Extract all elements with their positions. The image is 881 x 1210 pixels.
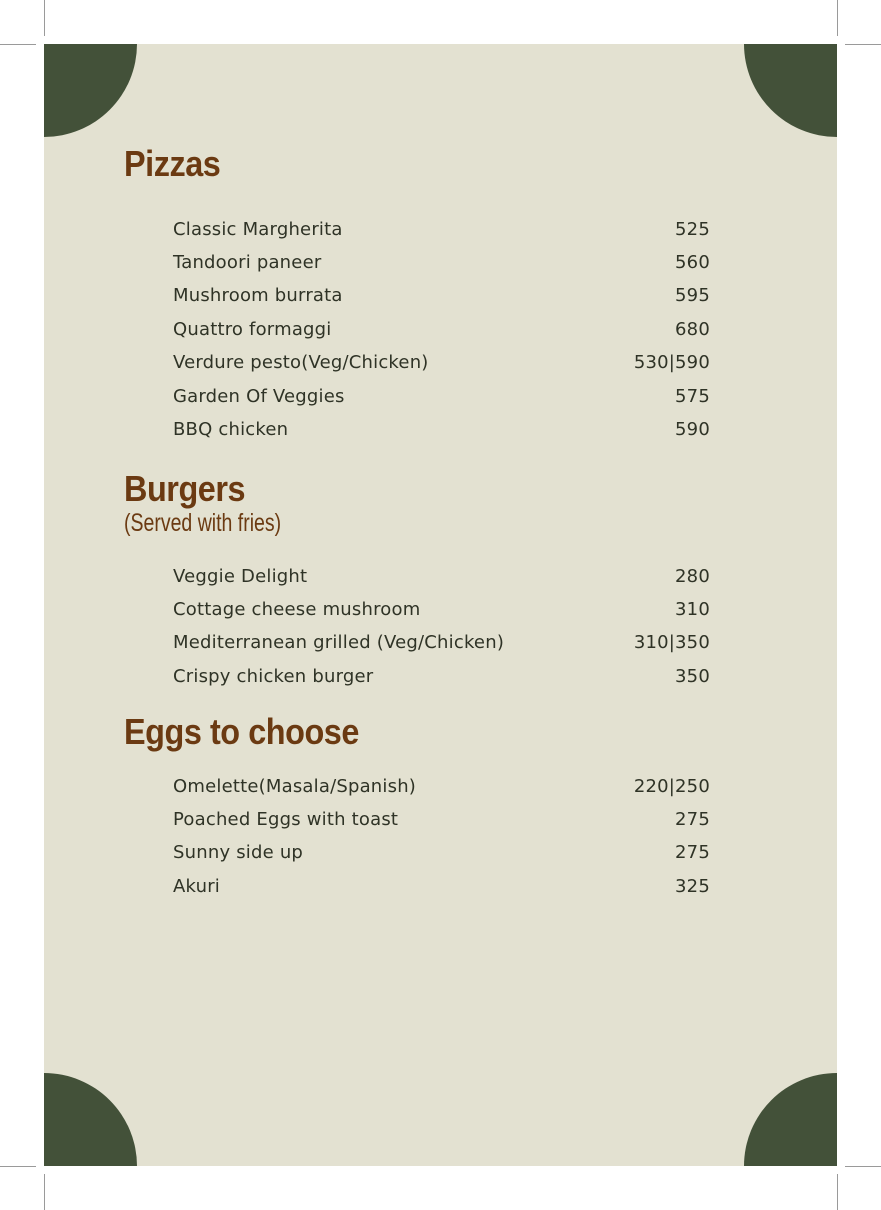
item-name: Veggie Delight [173, 565, 308, 587]
corner-decoration [44, 44, 137, 137]
corner-decoration [744, 44, 837, 137]
item-price: 220|250 [633, 775, 710, 797]
crop-mark [0, 44, 36, 45]
menu-item [173, 247, 710, 277]
item-price: 590 [675, 418, 710, 440]
crop-mark [837, 1174, 838, 1210]
item-name: Quattro formaggi [173, 318, 332, 340]
menu-item [173, 838, 710, 868]
item-name: Mushroom burrata [173, 285, 343, 307]
corner-decoration [44, 1073, 137, 1166]
item-name: Crispy chicken burger [173, 665, 374, 687]
menu-item [173, 871, 710, 901]
item-price: 595 [675, 285, 710, 307]
menu-item [173, 348, 710, 378]
item-price: 680 [675, 318, 710, 340]
item-price: 310|350 [633, 632, 710, 654]
corner-decoration [744, 1073, 837, 1166]
item-price: 525 [675, 218, 710, 240]
menu-item [173, 771, 710, 801]
item-price: 275 [675, 808, 710, 830]
item-price: 560 [675, 251, 710, 273]
menu-item [173, 281, 710, 311]
menu-item [173, 804, 710, 834]
section-title-burgers: Burgers [124, 468, 246, 509]
item-price: 575 [675, 385, 710, 407]
menu-item [173, 561, 710, 591]
menu-item [173, 414, 710, 444]
item-name: Poached Eggs with toast [173, 808, 399, 830]
item-price: 530|590 [633, 352, 710, 374]
crop-mark [845, 1166, 881, 1167]
section-subtitle: (Served with fries) [124, 509, 282, 537]
menu-item [173, 314, 710, 344]
item-price: 325 [675, 875, 710, 897]
menu-item [173, 381, 710, 411]
item-name: Sunny side up [173, 842, 304, 864]
crop-mark [44, 1174, 45, 1210]
menu-item [173, 214, 710, 244]
item-price: 275 [675, 842, 710, 864]
item-price: 350 [675, 665, 710, 687]
menu-item [173, 661, 710, 691]
item-name: Omelette(Masala/Spanish) [173, 775, 417, 797]
item-name: Mediterranean grilled (Veg/Chicken) [173, 632, 505, 654]
item-name: Classic Margherita [173, 218, 343, 240]
item-price: 310 [675, 598, 710, 620]
menu-item [173, 594, 710, 624]
crop-mark [845, 44, 881, 45]
item-name: Cottage cheese mushroom [173, 598, 421, 620]
item-price: 280 [675, 565, 710, 587]
crop-mark [44, 0, 45, 36]
crop-mark [0, 1166, 36, 1167]
item-name: BBQ chicken [173, 418, 289, 440]
section-title-eggs: Eggs to choose [124, 711, 359, 752]
menu-page [44, 44, 837, 1166]
item-name: Garden Of Veggies [173, 385, 345, 407]
section-title-pizzas: Pizzas [124, 143, 221, 184]
crop-mark [837, 0, 838, 36]
item-name: Akuri [173, 875, 220, 897]
menu-item [173, 628, 710, 658]
item-name: Tandoori paneer [173, 251, 322, 273]
item-name: Verdure pesto(Veg/Chicken) [173, 352, 429, 374]
